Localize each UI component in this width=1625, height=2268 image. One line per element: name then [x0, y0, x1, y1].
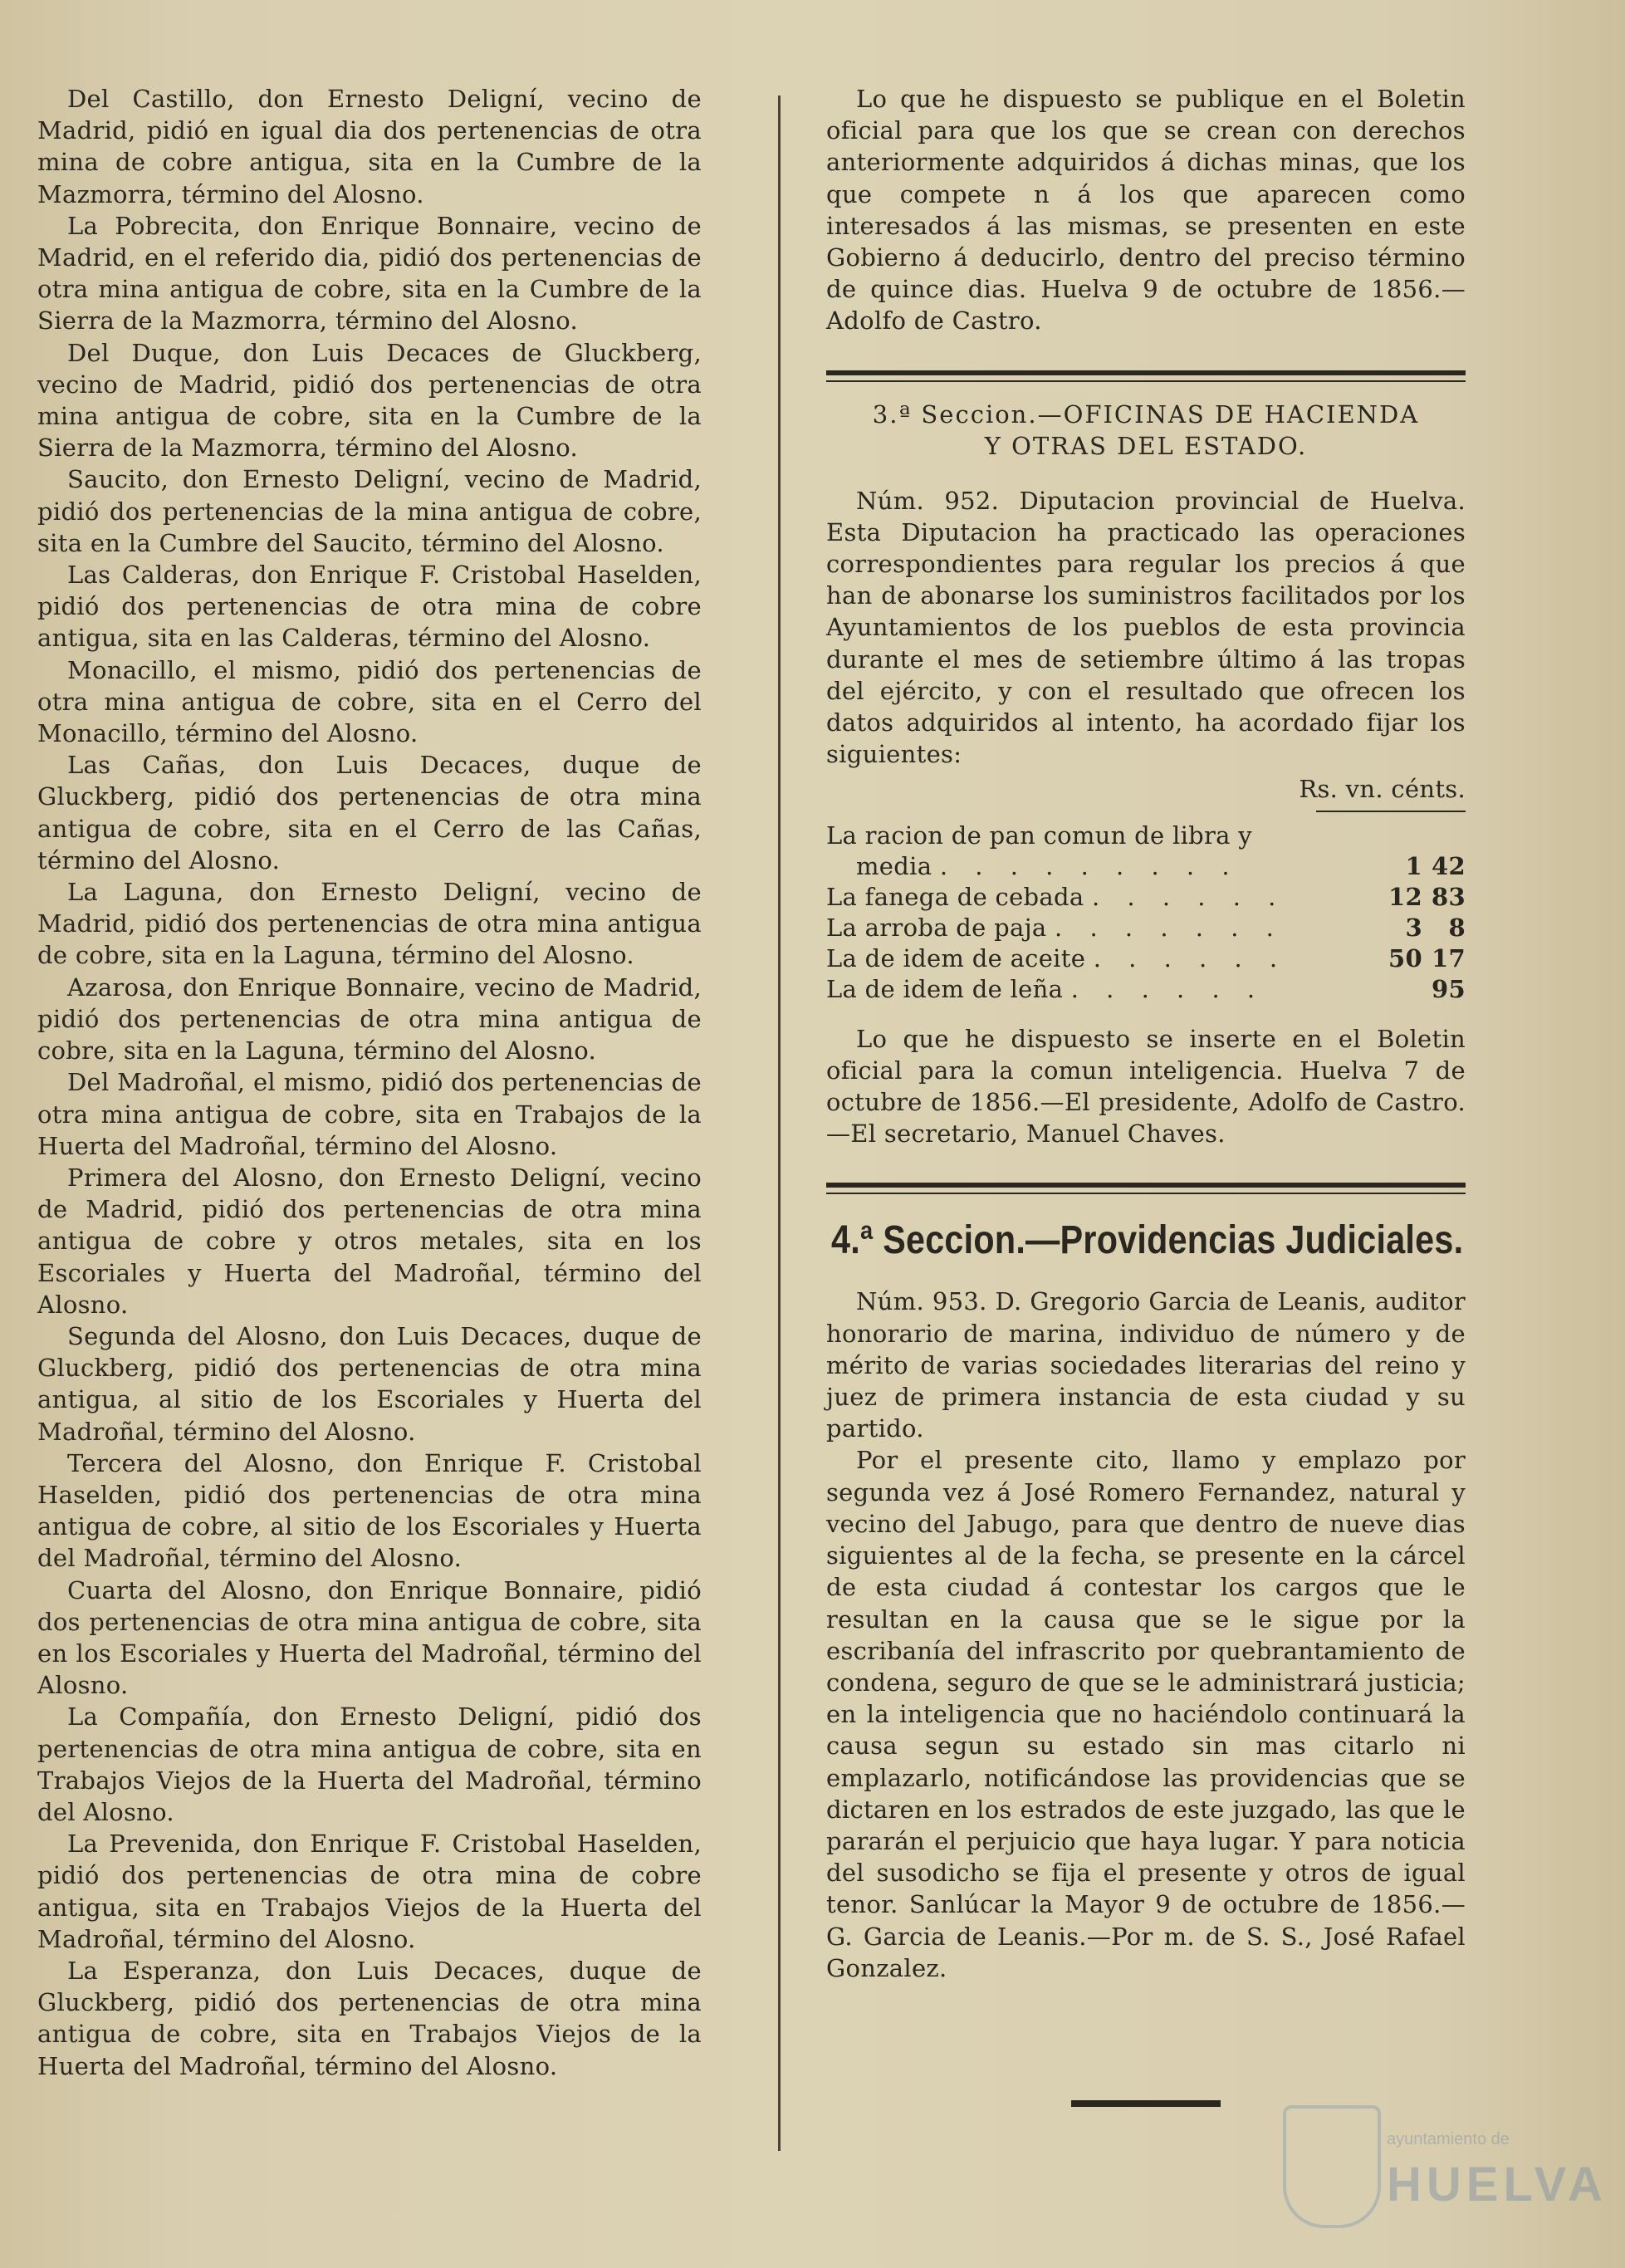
- section-rule-thick: [826, 1183, 1466, 1188]
- price-row: [826, 943, 1466, 974]
- price-cents: 83: [1432, 882, 1466, 911]
- price-table: [826, 820, 1466, 1005]
- mine-entry-paragraph: Saucito, don Ernesto Deligní, vecino de Madrid, pidió dos pertenencias de la mina antigua de cobre, sita en la Cumbre del Saucito, término del Alosno.: [37, 465, 702, 557]
- price-reales: 1: [1405, 851, 1422, 880]
- section-rule-thick: [826, 370, 1466, 375]
- publication-notice: Lo que he dispuesto se publique en el Boletin oficial para que los que se crean con derechos anteriormente adquiridos á dichas minas, que los que compete n á los que aparecen como interesados á las mismas, se presenten en este Gobierno á deducirlo, dentro del preciso término de quince dias. Huelva 9 de octubre de 1856.—Adolfo de Castro.: [826, 85, 1466, 336]
- mine-entry-paragraph: Cuarta del Alosno, don Enrique Bonnaire, pidió dos pertenencias de otra mina antigua de cobre, sita en los Escoriales y Huerta del Madroñal, término del Alosno.: [37, 1575, 702, 1700]
- price-item: media . . . . . . . . .: [856, 851, 1240, 880]
- mine-entry-paragraph: Segunda del Alosno, don Luis Decaces, duque de Gluckberg, pidió dos pertenencias de otra mina antigua, al sitio de los Escoriales y Huerta del Madroñal, término del Alosno.: [37, 1321, 702, 1446]
- mine-entry-paragraph: La Esperanza, don Luis Decaces, duque de Gluckberg, pidió dos pertenencias de otra mina antigua de cobre, sita en Trabajos Viejos de la Huerta del Madroñal, término del Alosno.: [37, 1956, 702, 2080]
- price-item: La racion de pan comun de libra y: [826, 820, 1252, 850]
- watermark-line1: ayuntamiento de: [1387, 2130, 1510, 2148]
- entry-952-paragraph: Núm. 952. Diputacion provincial de Huelva. Esta Diputacion ha practicado las operaciones correspondientes para regular los precios á que han de abonarse los suministros facilitados por los Ayuntamientos de los pueblos de esta provincia durante el mes de setiembre último á las tropas del ejército, y con el resultado que ofrecen los datos adquiridos al intento, ha acordado fijar los siguientes:: [826, 486, 1466, 769]
- mine-entry-paragraph: Las Cañas, don Luis Decaces, duque de Gluckberg, pidió dos pertenencias de otra mina antigua de cobre, sita en el Cerro de las Cañas, término del Alosno.: [37, 751, 702, 874]
- section-3-heading: [826, 399, 1466, 462]
- mine-entry-paragraph: Tercera del Alosno, don Enrique F. Cristobal Haselden, pidió dos pertenencias de otra mina antigua de cobre, al sitio de los Escoriales y Huerta del Madroñal, término del Alosno.: [37, 1448, 702, 1573]
- mine-entry-paragraph: La Prevenida, don Enrique F. Cristobal Haselden, pidió dos pertenencias de otra mina de cobre antigua, sita en Trabajos Viejos de la Huerta del Madroñal, término del Alosno.: [37, 1830, 702, 1953]
- price-row: [826, 974, 1466, 1005]
- price-row: [826, 913, 1466, 943]
- mine-entry-paragraph: Del Duque, don Luis Decaces de Gluckberg, vecino de Madrid, pidió dos pertenencias de otra mina antigua de cobre, sita en la Cumbre de la Sierra de la Mazmorra, término del Alosno.: [37, 338, 702, 463]
- entry-952-closing: Lo que he dispuesto se inserte en el Boletin oficial para la comun inteligencia. Huelva 7 de octubre de 1856.—El presidente, Adolfo de Castro.—El secretario, Manuel Chaves.: [826, 1024, 1466, 1149]
- price-row: [826, 820, 1466, 851]
- price-item: La fanega de cebada . . . . . .: [826, 882, 1286, 911]
- price-reales: 12: [1388, 882, 1422, 911]
- entry-953-body-paragraph: Por el presente cito, llamo y emplazo por segunda vez á José Romero Fernandez, natural y vecino del Jabugo, para que dentro de nueve dias siguientes al de la fecha, se presente en la cárcel de esta ciudad á contestar los cargos que le resultan en la causa que se le sigue por la escribanía del infrascrito por quebrantamiento de condena, seguro de que se le administrará justicia; en la inteligencia que no haciéndolo continuará la causa segun su estado sin mas citarlo ni emplazarlo, notificándose las providencias que se dictaren en los estrados de este juzgado, las que le pararán el perjuicio que haya lugar. Y para noticia del susodicho se fija el presente y otros de igual tenor. Sanlúcar la Mayor 9 de octubre de 1856.—G. Garcia de Leanis.—Por m. de S. S., José Rafael Gonzalez.: [826, 1446, 1466, 1982]
- archive-watermark: [1283, 2105, 1608, 2230]
- end-rule: [1071, 2100, 1221, 2107]
- section-3-line2: Y OTRAS DEL ESTADO.: [984, 431, 1308, 460]
- mine-entry-paragraph: Azarosa, don Enrique Bonnaire, vecino de Madrid, pidió dos pertenencias de otra mina antigua de cobre, sita en la Laguna, término del Alosno.: [37, 972, 702, 1065]
- price-item: La arroba de paja . . . . . . .: [826, 913, 1284, 942]
- units-header: Rs. vn. cénts.: [1299, 775, 1466, 804]
- section-3-line1: 3.ª Seccion.—OFICINAS DE HACIENDA: [872, 399, 1420, 429]
- price-row: [826, 851, 1466, 882]
- price-reales: 3: [1405, 913, 1422, 942]
- right-column: [826, 83, 1466, 2107]
- price-cents: 8: [1448, 913, 1466, 942]
- mine-entry-paragraph: Primera del Alosno, don Ernesto Deligní, vecino de Madrid, pidió dos pertenencias de otra mina antigua de cobre y otros metales, sita en los Escoriales y Huerta del Madroñal, término del Alosno.: [37, 1163, 702, 1319]
- mine-entry-paragraph: Del Castillo, don Ernesto Deligní, vecino de Madrid, pidió en igual dia dos pertenencias de otra mina de cobre antigua, sita en la Cumbre de la Mazmorra, término del Alosno.: [37, 85, 702, 208]
- watermark-line2: HUELVA: [1387, 2158, 1608, 2212]
- mine-entry-paragraph: La Pobrecita, don Enrique Bonnaire, vecino de Madrid, en el referido dia, pidió dos pertenencias de otra mina antigua de cobre, sita en la Cumbre de la Sierra de la Mazmorra, término del Alosno.: [37, 211, 702, 336]
- coat-of-arms-icon: [1283, 2105, 1381, 2228]
- mine-entry-paragraph: Las Calderas, don Enrique F. Cristobal Haselden, pidió dos pertenencias de otra mina de cobre antigua, sita en las Calderas, término del Alosno.: [37, 561, 702, 653]
- units-rule: [1316, 811, 1466, 812]
- price-cents: 17: [1432, 943, 1466, 972]
- price-item: La de idem de aceite . . . . . .: [826, 943, 1288, 972]
- left-column: [37, 83, 702, 2082]
- price-item: La de idem de leña . . . . . .: [826, 974, 1265, 1003]
- price-reales: 50: [1388, 943, 1422, 972]
- price-row: [826, 882, 1466, 913]
- price-cents: 42: [1432, 851, 1466, 880]
- column-divider: [778, 96, 781, 2151]
- mine-entry-paragraph: Monacillo, el mismo, pidió dos pertenencias de otra mina antigua de cobre, sita en el Cerro del Monacillo, término del Alosno.: [37, 655, 702, 748]
- price-cents: 95: [1432, 974, 1466, 1003]
- mine-entry-paragraph: Del Madroñal, el mismo, pidió dos pertenencias de otra mina antigua de cobre, sita en Trabajos de la Huerta del Madroñal, término del Alosno.: [37, 1068, 702, 1160]
- mine-entry-paragraph: La Laguna, don Ernesto Deligní, vecino de Madrid, pidió dos pertenencias de otra mina antigua de cobre, sita en la Laguna, término del Alosno.: [37, 878, 702, 970]
- price-reales: [1364, 974, 1422, 1005]
- section-4-heading: 4.ª Seccion.—Providencias Judiciales.: [831, 1218, 1464, 1263]
- section-rule-thin: [826, 1193, 1466, 1194]
- entry-953-heading-paragraph: Núm. 953. D. Gregorio Garcia de Leanis, auditor honorario de marina, individuo de número y de mérito de varias sociedades literarias del reino y juez de primera instancia de esta ciudad y su partido.: [826, 1287, 1466, 1443]
- section-rule-thin: [826, 380, 1466, 382]
- mine-entry-paragraph: La Compañía, don Ernesto Deligní, pidió dos pertenencias de otra mina antigua de cobre, sita en Trabajos Viejos de la Huerta del Madroñal, término del Alosno.: [37, 1702, 702, 1826]
